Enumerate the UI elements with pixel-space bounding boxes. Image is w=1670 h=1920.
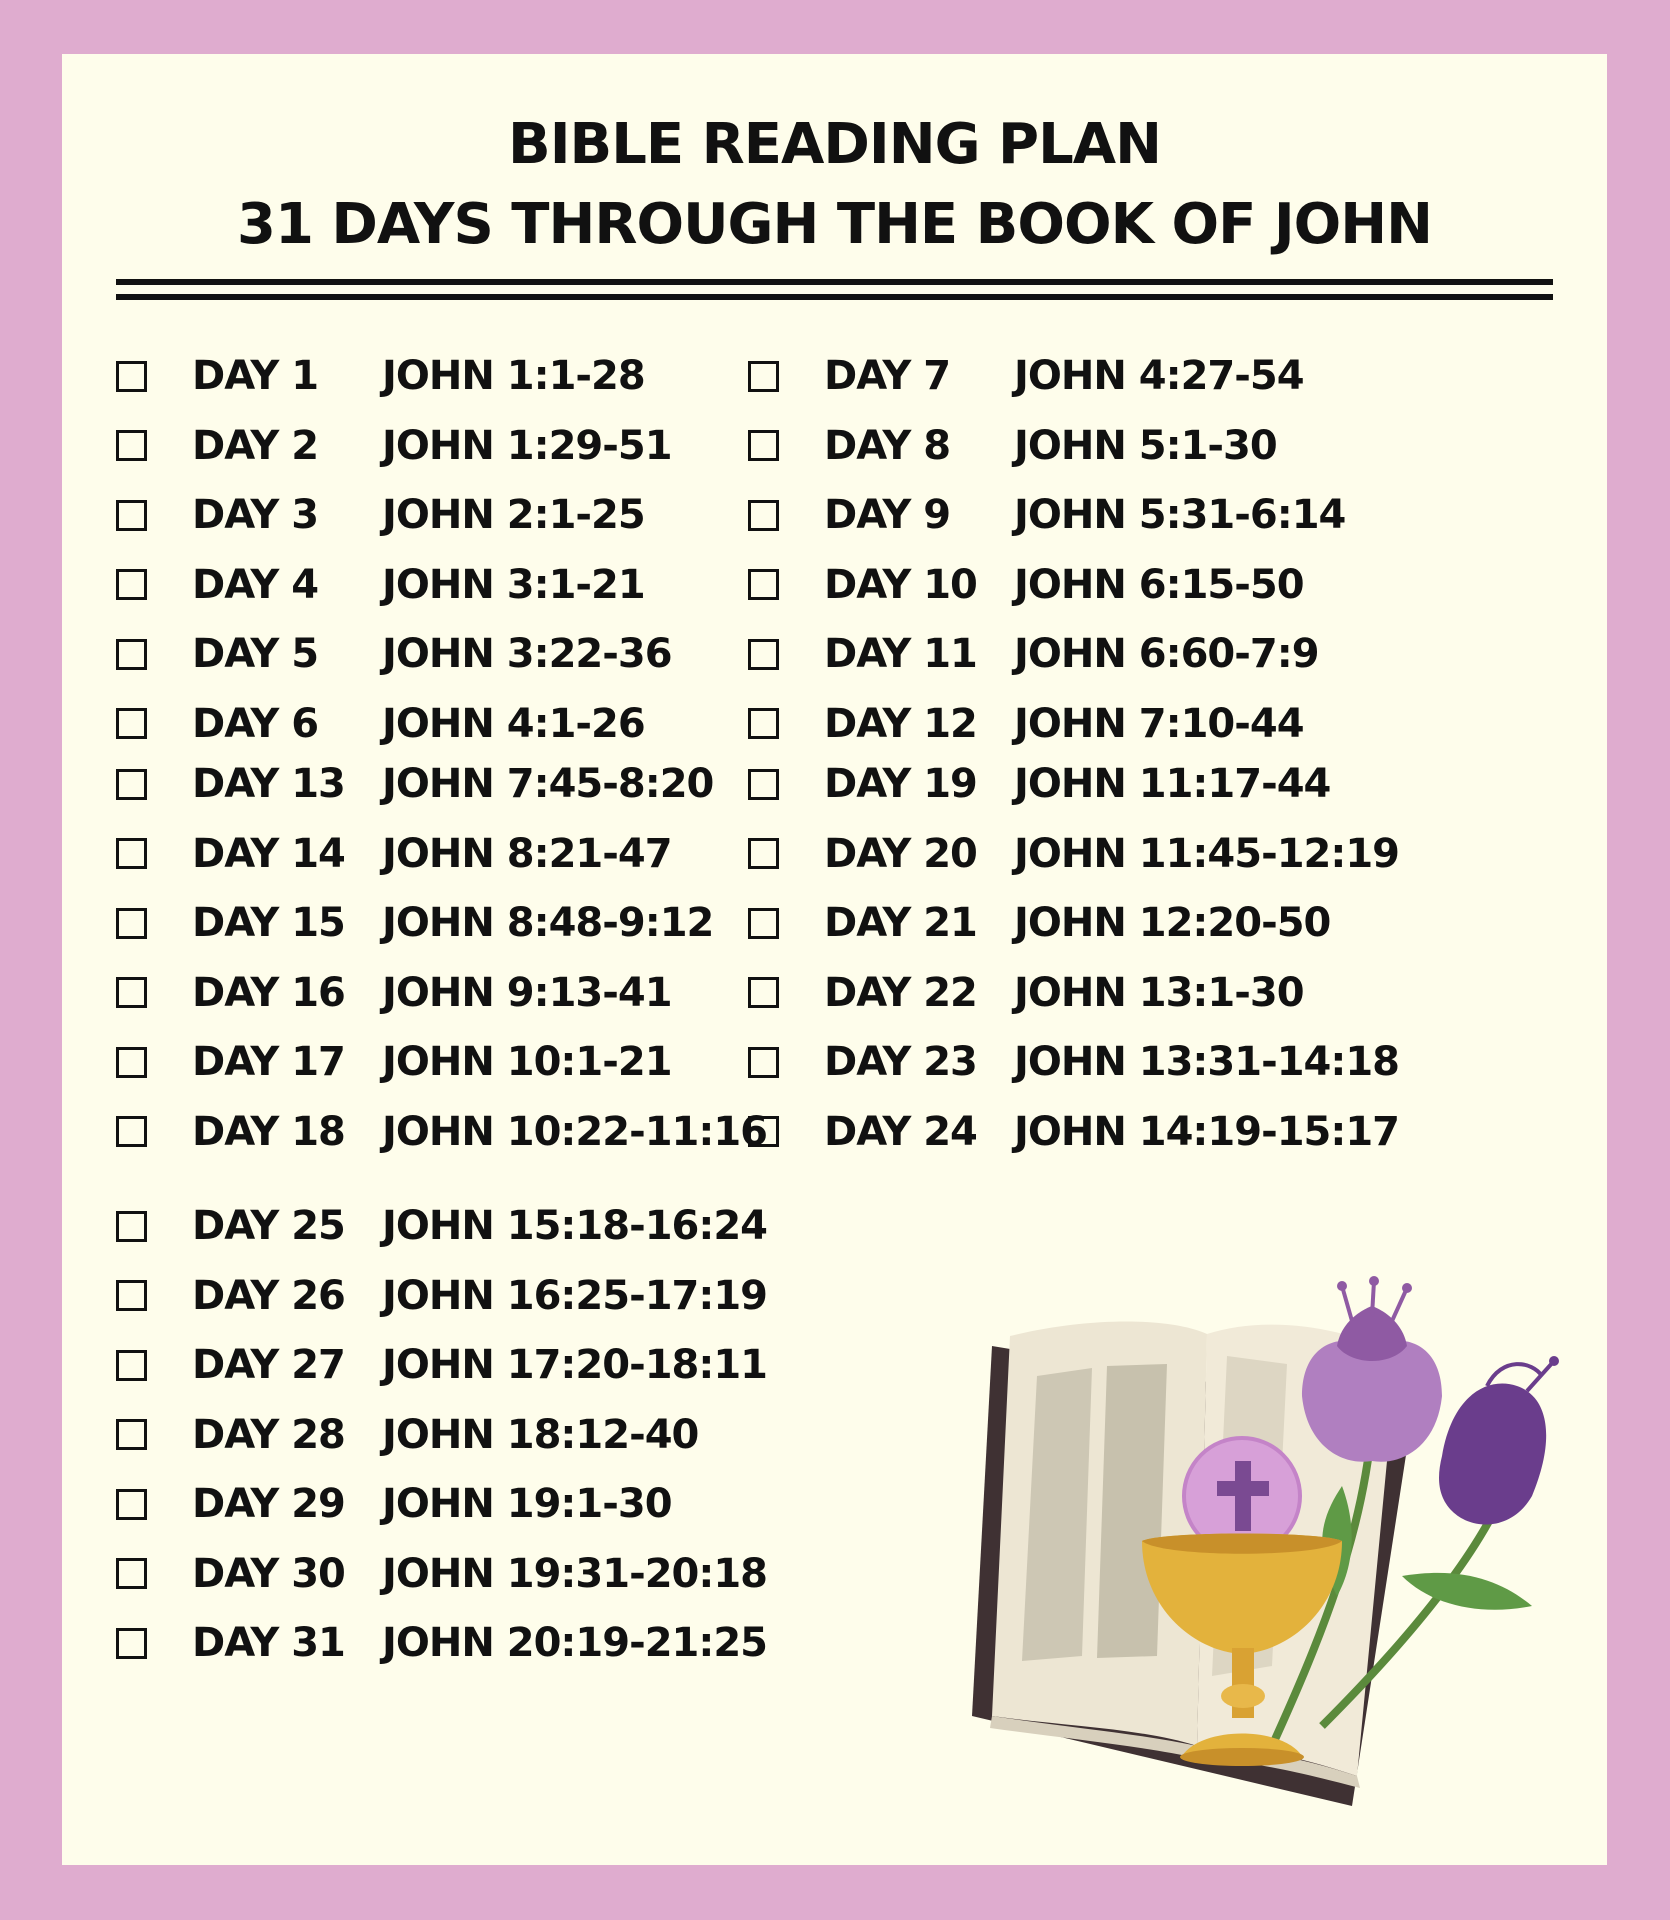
plan-entry xyxy=(748,629,1319,679)
scripture-reference: JOHN 4:27-54 xyxy=(1014,353,1304,399)
day-label: DAY 23 xyxy=(824,1039,977,1085)
scripture-reference: JOHN 19:1-30 xyxy=(382,1481,672,1527)
plan-entry xyxy=(748,1107,1399,1157)
plan-entry xyxy=(748,421,1277,471)
day-label: DAY 16 xyxy=(192,969,345,1016)
scripture-reference: JOHN 13:1-30 xyxy=(1014,969,1304,1016)
checkbox[interactable] xyxy=(748,708,779,739)
page-subtitle: 31 DAYS THROUGH THE BOOK OF JOHN xyxy=(237,192,1432,257)
day-label: DAY 24 xyxy=(824,1108,977,1155)
day-label: DAY 1 xyxy=(192,353,319,399)
scripture-reference: JOHN 3:1-21 xyxy=(382,561,645,608)
scripture-reference: JOHN 1:1-28 xyxy=(382,353,645,399)
day-label: DAY 20 xyxy=(824,830,977,877)
plan-entry xyxy=(748,898,1330,948)
day-label: DAY 15 xyxy=(192,900,345,946)
plan-entry xyxy=(116,560,645,610)
checkbox[interactable] xyxy=(116,838,147,869)
day-label: DAY 12 xyxy=(824,700,977,747)
plan-entry xyxy=(748,1037,1399,1087)
day-label: DAY 9 xyxy=(824,492,951,538)
day-label: DAY 14 xyxy=(192,830,345,877)
scripture-reference: JOHN 4:1-26 xyxy=(382,700,645,747)
scripture-reference: JOHN 9:13-41 xyxy=(382,969,672,1016)
checkbox[interactable] xyxy=(116,1116,147,1147)
day-label: DAY 30 xyxy=(192,1550,345,1597)
scripture-reference: JOHN 1:29-51 xyxy=(382,422,672,469)
day-label: DAY 18 xyxy=(192,1108,345,1155)
plan-entry xyxy=(116,898,713,948)
plan-entry xyxy=(116,629,672,679)
checkbox[interactable] xyxy=(748,639,779,670)
checkbox[interactable] xyxy=(748,1047,779,1078)
scripture-reference: JOHN 2:1-25 xyxy=(382,492,645,538)
day-label: DAY 2 xyxy=(192,422,319,469)
scripture-reference: JOHN 5:31-6:14 xyxy=(1014,492,1346,538)
checkbox[interactable] xyxy=(116,1280,147,1311)
page-title: BIBLE READING PLAN xyxy=(508,112,1161,177)
checkbox[interactable] xyxy=(116,1558,147,1589)
plan-entry xyxy=(748,351,1304,401)
checkbox[interactable] xyxy=(116,1489,147,1520)
day-label: DAY 13 xyxy=(192,761,345,807)
scripture-reference: JOHN 17:20-18:11 xyxy=(382,1342,768,1388)
scripture-reference: JOHN 15:18-16:24 xyxy=(382,1203,768,1249)
day-label: DAY 27 xyxy=(192,1342,345,1388)
plan-entry xyxy=(116,1479,672,1529)
day-label: DAY 28 xyxy=(192,1411,345,1458)
scripture-reference: JOHN 5:1-30 xyxy=(1014,422,1277,469)
title-divider-bottom xyxy=(116,294,1553,300)
scripture-reference: JOHN 7:45-8:20 xyxy=(382,761,714,807)
scripture-reference: JOHN 3:22-36 xyxy=(382,631,672,677)
plan-entry xyxy=(748,490,1345,540)
plan-entry xyxy=(116,829,672,879)
plan-entry xyxy=(116,421,672,471)
plan-entry xyxy=(116,759,713,809)
day-label: DAY 19 xyxy=(824,761,977,807)
checkbox[interactable] xyxy=(116,908,147,939)
scripture-reference: JOHN 10:22-11:16 xyxy=(382,1108,768,1155)
checkbox[interactable] xyxy=(116,639,147,670)
day-label: DAY 10 xyxy=(824,561,977,608)
title-divider-top xyxy=(116,279,1553,285)
plan-entry xyxy=(116,1271,767,1321)
plan-entry xyxy=(748,968,1304,1018)
plan-entry xyxy=(116,1037,672,1087)
checkbox[interactable] xyxy=(748,361,779,392)
scripture-reference: JOHN 11:45-12:19 xyxy=(1014,830,1400,877)
scripture-reference: JOHN 19:31-20:18 xyxy=(382,1550,768,1597)
day-label: DAY 3 xyxy=(192,492,319,538)
checkbox[interactable] xyxy=(748,430,779,461)
plan-entry xyxy=(116,699,645,749)
plan-entry xyxy=(116,351,645,401)
day-label: DAY 22 xyxy=(824,969,977,1016)
scripture-reference: JOHN 20:19-21:25 xyxy=(382,1620,768,1666)
day-label: DAY 26 xyxy=(192,1272,345,1319)
plan-entry xyxy=(116,1618,767,1668)
scripture-reference: JOHN 10:1-21 xyxy=(382,1039,672,1085)
scripture-reference: JOHN 7:10-44 xyxy=(1014,700,1304,747)
scripture-reference: JOHN 6:15-50 xyxy=(1014,561,1304,608)
checkbox[interactable] xyxy=(116,708,147,739)
checkbox[interactable] xyxy=(116,361,147,392)
plan-entry xyxy=(116,1340,767,1390)
day-label: DAY 7 xyxy=(824,353,951,399)
checkbox[interactable] xyxy=(116,1047,147,1078)
checkbox[interactable] xyxy=(116,430,147,461)
checkbox[interactable] xyxy=(116,1211,147,1242)
day-label: DAY 21 xyxy=(824,900,977,946)
day-label: DAY 29 xyxy=(192,1481,345,1527)
scripture-reference: JOHN 14:19-15:17 xyxy=(1014,1108,1400,1155)
day-label: DAY 4 xyxy=(192,561,319,608)
scripture-reference: JOHN 16:25-17:19 xyxy=(382,1272,768,1319)
checkbox[interactable] xyxy=(116,500,147,531)
scripture-reference: JOHN 12:20-50 xyxy=(1014,900,1331,946)
checkbox[interactable] xyxy=(116,1628,147,1659)
checkbox[interactable] xyxy=(116,1419,147,1450)
checkbox[interactable] xyxy=(748,500,779,531)
checkbox[interactable] xyxy=(116,1350,147,1381)
plan-entry xyxy=(748,560,1304,610)
plan-entry xyxy=(748,829,1399,879)
scripture-reference: JOHN 8:48-9:12 xyxy=(382,900,714,946)
scripture-reference: JOHN 13:31-14:18 xyxy=(1014,1039,1400,1085)
scripture-reference: JOHN 8:21-47 xyxy=(382,830,672,877)
day-label: DAY 31 xyxy=(192,1620,345,1666)
plan-entry xyxy=(116,1410,698,1460)
day-label: DAY 11 xyxy=(824,631,977,677)
scripture-reference: JOHN 11:17-44 xyxy=(1014,761,1331,807)
checkbox[interactable] xyxy=(748,838,779,869)
bible-chalice-flowers-icon xyxy=(942,1276,1602,1816)
plan-entry xyxy=(116,968,672,1018)
checkbox[interactable] xyxy=(116,769,147,800)
scripture-reference: JOHN 6:60-7:9 xyxy=(1014,631,1319,677)
checkbox[interactable] xyxy=(116,977,147,1008)
checkbox[interactable] xyxy=(116,569,147,600)
checkbox[interactable] xyxy=(748,569,779,600)
plan-entry xyxy=(116,1549,767,1599)
checkbox[interactable] xyxy=(748,908,779,939)
plan-entry xyxy=(116,1107,767,1157)
plan-entry xyxy=(748,699,1304,749)
day-label: DAY 6 xyxy=(192,700,319,747)
plan-entry xyxy=(116,490,645,540)
reading-plan-card xyxy=(62,54,1607,1865)
checkbox[interactable] xyxy=(748,977,779,1008)
day-label: DAY 25 xyxy=(192,1203,345,1249)
plan-entry xyxy=(116,1201,767,1251)
day-label: DAY 8 xyxy=(824,422,951,469)
checkbox[interactable] xyxy=(748,1116,779,1147)
day-label: DAY 17 xyxy=(192,1039,345,1085)
checkbox[interactable] xyxy=(748,769,779,800)
scripture-reference: JOHN 18:12-40 xyxy=(382,1411,699,1458)
plan-entry xyxy=(748,759,1330,809)
day-label: DAY 5 xyxy=(192,631,319,677)
